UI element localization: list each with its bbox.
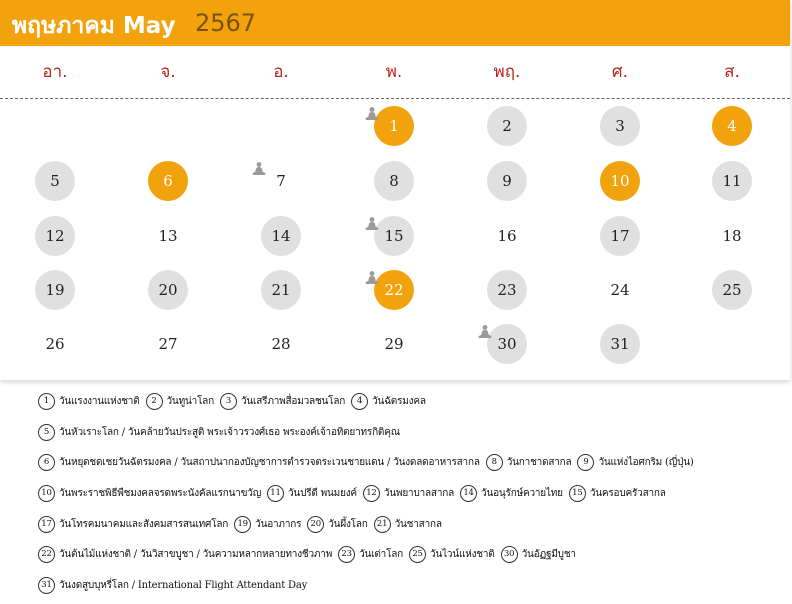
day-cell[interactable]: 24: [610, 281, 630, 299]
day-cell[interactable]: 23: [487, 270, 527, 310]
legend-row: [38, 514, 442, 534]
day-cell[interactable]: 6: [148, 161, 188, 201]
legend-holiday-text: วันทูน่าโลก: [166, 395, 214, 407]
legend-holiday-text: วันชาสากล: [394, 518, 442, 530]
legend-holiday-text: วันครอบครัวสากล: [589, 487, 666, 499]
legend-holiday-text: วันเต่าโลก: [359, 548, 404, 560]
legend-day-number: 22: [38, 546, 55, 563]
legend-holiday-text: วันแห่งไอศกริม (ญี่ปุ่น): [598, 456, 694, 468]
legend-day-number: 17: [38, 516, 55, 533]
weekday-header: ศ.: [611, 62, 629, 82]
weekday-header: จ.: [160, 62, 176, 82]
legend-day-number: 19: [234, 516, 251, 533]
day-cell[interactable]: 30: [487, 324, 527, 364]
legend-holiday-text: วันผึ้งโลก: [328, 518, 368, 530]
legend-day-number: 5: [38, 424, 55, 441]
day-cell[interactable]: 18: [722, 227, 742, 245]
legend-day-number: 15: [569, 485, 586, 502]
day-cell[interactable]: 11: [712, 161, 752, 201]
legend-day-number: 21: [374, 516, 391, 533]
day-cell[interactable]: 25: [712, 270, 752, 310]
day-cell[interactable]: 16: [497, 227, 517, 245]
day-cell[interactable]: 26: [45, 335, 65, 353]
weekday-header: อ.: [273, 62, 289, 82]
legend-holiday-text: วันฉัตรมงคล: [372, 395, 426, 407]
weekday-header: พฤ.: [493, 62, 521, 82]
day-cell[interactable]: 28: [271, 335, 291, 353]
day-cell[interactable]: 12: [35, 216, 75, 256]
legend-holiday-text: วันหัวเราะโลก / วันคล้ายวันประสูติ พระเจ้าวรวงศ์เธอ พระองค์เจ้าอทิตยาทรกิติคุณ: [59, 426, 400, 438]
year-label: 2567: [195, 9, 257, 37]
day-cell[interactable]: 27: [158, 335, 178, 353]
day-cell[interactable]: 15: [374, 216, 414, 256]
weekday-header: พ.: [385, 62, 403, 82]
weekday-header: ส.: [724, 62, 740, 82]
legend-day-number: 4: [351, 393, 368, 410]
buddha-icon: [477, 324, 493, 340]
legend-holiday-text: วันอาภากร: [255, 518, 302, 530]
buddha-icon: [251, 161, 267, 177]
legend-day-number: 31: [38, 577, 55, 594]
day-cell[interactable]: 31: [600, 324, 640, 364]
legend-day-number: 8: [486, 454, 503, 471]
day-cell[interactable]: 8: [374, 161, 414, 201]
legend-holiday-text: วันหยุดชดเชยวันฉัตรมงคล / วันสถาปนากองบัญชาการตำรวจตระเวนชายแดน / วันงดลดอาหารสากล: [59, 456, 480, 468]
divider: [0, 98, 790, 99]
day-cell[interactable]: 3: [600, 106, 640, 146]
legend-holiday-text: วันอัฏฐมีบูชา: [521, 548, 576, 560]
legend-holiday-text: วันไวน์แห่งชาติ: [430, 548, 495, 560]
legend-day-number: 30: [501, 546, 518, 563]
legend-holiday-text: วันกาชาดสากล: [506, 456, 572, 468]
buddha-icon: [364, 106, 380, 122]
legend-day-number: 12: [363, 485, 380, 502]
day-cell[interactable]: 13: [158, 227, 178, 245]
legend-holiday-text: วันเสรีภาพสื่อมวลชนโลก: [240, 395, 346, 407]
day-cell[interactable]: 7: [276, 172, 286, 190]
day-cell[interactable]: 17: [600, 216, 640, 256]
legend-day-number: 1: [38, 393, 55, 410]
legend-day-number: 6: [38, 454, 55, 471]
legend-day-number: 11: [267, 485, 284, 502]
legend-day-number: 2: [146, 393, 163, 410]
legend-day-number: 10: [38, 485, 55, 502]
legend-row: [38, 452, 694, 472]
legend-row: [38, 422, 400, 442]
day-cell[interactable]: 19: [35, 270, 75, 310]
legend-holiday-text: วันโทรคมนาคมและสังคมสารสนเทศโลก: [59, 518, 229, 530]
legend-holiday-text: วันงดสูบบุหรี่โลก / International Flight Attendant Day: [59, 579, 308, 591]
buddha-icon: [364, 216, 380, 232]
day-cell[interactable]: 5: [35, 161, 75, 201]
legend-holiday-text: วันต้นไม้แห่งชาติ / วันวิสาขบูชา / วันความหลากหลายทางชีวภาพ: [59, 548, 333, 560]
day-cell[interactable]: 29: [384, 335, 404, 353]
legend-holiday-text: วันอนุรักษ์ควายไทย: [481, 487, 563, 499]
legend-day-number: 20: [307, 516, 324, 533]
legend-row: [38, 544, 576, 564]
legend-holiday-text: วันแรงงานแห่งชาติ: [59, 395, 140, 407]
legend-holiday-text: วันปรีดี พนมยงค์: [288, 487, 357, 499]
legend-row: [38, 391, 426, 411]
legend-row: [38, 575, 307, 595]
day-cell[interactable]: 20: [148, 270, 188, 310]
day-cell[interactable]: 2: [487, 106, 527, 146]
legend-day-number: 14: [460, 485, 477, 502]
legend-holiday-text: วันพระราชพิธีพืชมงคลจรดพระนังคัลแรกนาขวัญ: [59, 487, 262, 499]
legend-day-number: 3: [220, 393, 237, 410]
day-cell[interactable]: 14: [261, 216, 301, 256]
weekday-header: อา.: [42, 62, 68, 82]
legend-holiday-text: วันพยาบาลสากล: [383, 487, 455, 499]
day-cell[interactable]: 9: [487, 161, 527, 201]
buddha-icon: [364, 270, 380, 286]
legend-day-number: 25: [409, 546, 426, 563]
day-cell[interactable]: 22: [374, 270, 414, 310]
day-cell[interactable]: 4: [712, 106, 752, 146]
month-title: พฤษภาคม May: [12, 13, 176, 39]
calendar-header: [0, 0, 790, 46]
legend-day-number: 9: [577, 454, 594, 471]
day-cell[interactable]: 1: [374, 106, 414, 146]
day-cell[interactable]: 10: [600, 161, 640, 201]
legend-day-number: 23: [338, 546, 355, 563]
day-cell[interactable]: 21: [261, 270, 301, 310]
legend-row: [38, 483, 666, 503]
